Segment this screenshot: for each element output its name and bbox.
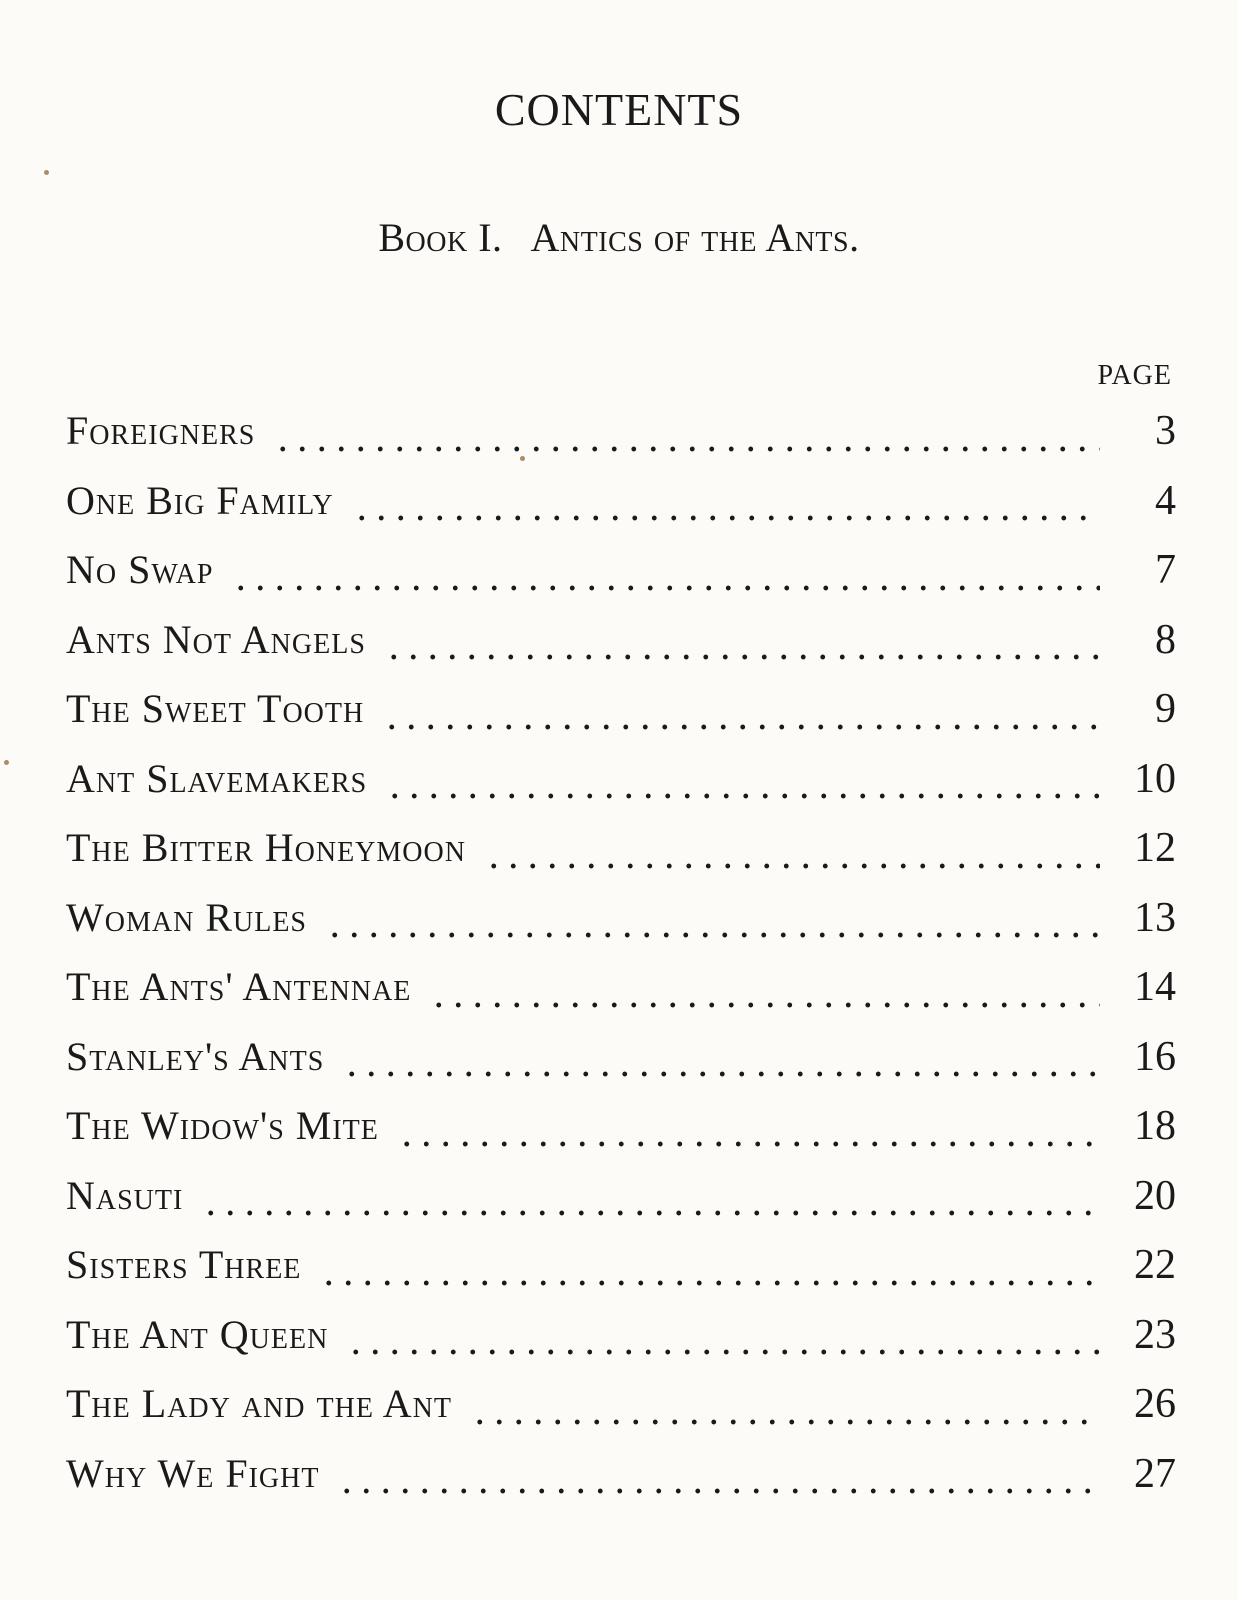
dot-leader — [429, 1000, 1100, 1010]
book-name: Antics of the Ants. — [530, 215, 860, 260]
toc-entry-page: 16 — [1134, 1033, 1176, 1080]
dot-leader — [337, 1486, 1100, 1496]
toc-entry[interactable] — [66, 402, 1176, 472]
toc-entry[interactable] — [66, 541, 1176, 611]
toc-entry-title: Ants Not Angels — [66, 616, 366, 662]
toc-entry-title: Woman Rules — [66, 894, 307, 940]
dot-leader — [470, 1417, 1100, 1427]
dot-leader — [273, 444, 1100, 454]
toc-entry-page: 14 — [1134, 964, 1176, 1010]
toc-entry[interactable] — [66, 472, 1176, 542]
toc-entry[interactable] — [66, 611, 1176, 681]
toc-entry-title: Nasuti — [66, 1172, 184, 1218]
dot-leader — [342, 1069, 1100, 1079]
toc-entry-page: 9 — [1155, 686, 1176, 732]
table-of-contents — [66, 402, 1176, 1514]
toc-entry[interactable] — [66, 750, 1176, 820]
toc-entry[interactable] — [66, 819, 1176, 889]
dot-leader — [352, 513, 1100, 523]
toc-entry-title: The Bitter Honeymoon — [66, 825, 466, 870]
toc-entry-page: 18 — [1134, 1103, 1176, 1149]
toc-entry-page: 4 — [1155, 477, 1176, 524]
toc-entry-page: 22 — [1134, 1242, 1176, 1288]
toc-entry-title: The Widow's Mite — [66, 1103, 379, 1148]
book-heading — [0, 212, 1238, 264]
toc-entry[interactable] — [66, 1236, 1176, 1306]
dot-leader — [201, 1208, 1100, 1218]
dot-leader — [397, 1139, 1100, 1149]
toc-entry-title: Foreigners — [66, 408, 256, 453]
toc-entry-page: 20 — [1134, 1172, 1176, 1219]
toc-entry-title: Why We Fight — [66, 1450, 320, 1496]
toc-entry[interactable] — [66, 1097, 1176, 1167]
toc-entry-title: Ant Slavemakers — [66, 755, 368, 801]
toc-entry[interactable] — [66, 1306, 1176, 1376]
toc-entry[interactable] — [66, 680, 1176, 750]
toc-entry-title: The Lady and the Ant — [66, 1381, 452, 1426]
toc-entry[interactable] — [66, 1167, 1176, 1237]
dot-leader — [325, 930, 1100, 940]
toc-entry[interactable] — [66, 889, 1176, 959]
toc-entry-title: No Swap — [66, 547, 214, 592]
toc-entry-title: Sisters Three — [66, 1242, 302, 1287]
toc-entry-page: 8 — [1155, 616, 1176, 663]
toc-entry[interactable] — [66, 958, 1176, 1028]
toc-entry-title: The Ants' Antennae — [66, 964, 412, 1009]
toc-entry-page: 7 — [1155, 547, 1176, 593]
toc-entry-page: 26 — [1134, 1381, 1176, 1427]
toc-entry-title: One Big Family — [66, 477, 334, 523]
toc-entry[interactable] — [66, 1375, 1176, 1445]
dot-leader — [484, 861, 1100, 871]
dot-leader — [385, 791, 1100, 801]
toc-entry-title: Stanley's Ants — [66, 1033, 325, 1079]
paper-speck — [44, 170, 49, 175]
paper-speck — [4, 760, 9, 765]
toc-entry-title: The Sweet Tooth — [66, 686, 365, 731]
toc-entry-page: 13 — [1134, 894, 1176, 941]
dot-leader — [346, 1347, 1100, 1357]
toc-entry-page: 27 — [1134, 1450, 1176, 1497]
toc-entry-page: 23 — [1134, 1311, 1176, 1358]
toc-entry-page: 10 — [1134, 755, 1176, 802]
toc-entry-page: 3 — [1155, 408, 1176, 454]
dot-leader — [384, 652, 1100, 662]
dot-leader — [382, 722, 1100, 732]
page-title: CONTENTS — [494, 84, 744, 135]
toc-entry[interactable] — [66, 1445, 1176, 1515]
toc-entry[interactable] — [66, 1028, 1176, 1098]
book-number: Book I. — [378, 215, 503, 260]
toc-entry-title: The Ant Queen — [66, 1311, 329, 1357]
page-column-label: PAGE — [1097, 360, 1172, 391]
dot-leader — [231, 583, 1100, 593]
dot-leader — [319, 1278, 1100, 1288]
toc-entry-page: 12 — [1134, 825, 1176, 871]
